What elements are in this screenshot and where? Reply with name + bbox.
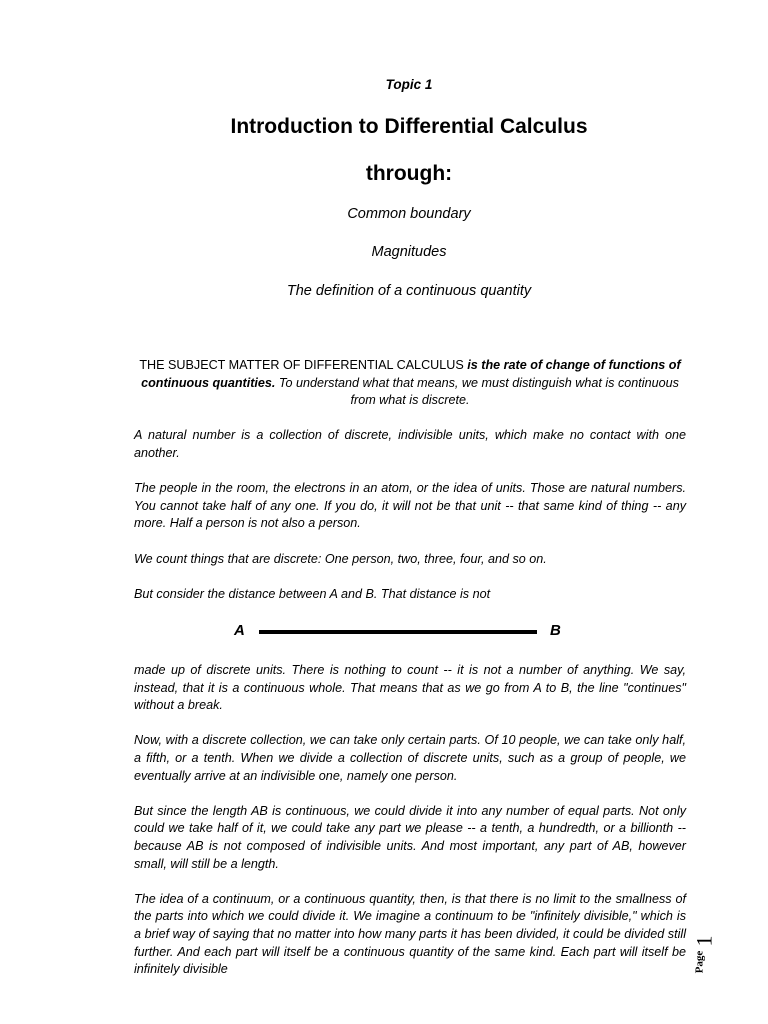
paragraph: A natural number is a collection of discrete, indivisible units, which make no contact with one another. <box>134 428 686 460</box>
page-word: Page <box>693 950 706 974</box>
body-text-lower <box>134 662 686 996</box>
intro-bold-2: continuous quantities. <box>141 375 276 390</box>
line-segment-ab <box>259 630 537 634</box>
page-title: Introduction to Differential Calculus <box>230 115 588 138</box>
paragraph: made up of discrete units. There is nothing to count -- it is not a number of anything. We say, instead, that it is a continuous whole. That means that as we go from A to B, the line "continues" without a break. <box>134 663 686 713</box>
paragraph: We count things that are discrete: One person, two, three, four, and so on. <box>134 551 547 566</box>
line-segment-figure <box>232 622 572 644</box>
subtopic-magnitudes: Magnitudes <box>371 244 447 260</box>
intro-caps: THE SUBJECT MATTER OF DIFFERENTIAL CALCULUS <box>139 358 464 372</box>
page-number-marker <box>691 930 717 978</box>
point-a-label: A <box>234 622 245 639</box>
subtopic-continuous-quantity: The definition of a continuous quantity <box>286 283 532 299</box>
page-title-continued: through: <box>365 162 453 185</box>
point-b-label: B <box>550 622 561 639</box>
paragraph: But consider the distance between A and B. That distance is not <box>134 586 491 601</box>
intro-paragraph <box>134 357 686 410</box>
intro-rest: To understand what that means, we must distinguish what is continuous from what is discrete. <box>275 375 679 408</box>
paragraph: But since the length AB is continuous, we could divide it into any number of equal parts. Not only could we take half of it, we could take any part we please -- a tenth, a hundredth, or a billionth -- because AB is not composed of indivisible units. And most important, any part of AB, however small, will still be a length. <box>134 803 686 871</box>
body-text-upper <box>134 357 686 621</box>
subtopic-common-boundary: Common boundary <box>347 206 471 222</box>
topic-label: Topic 1 <box>385 77 433 92</box>
paragraph: The people in the room, the electrons in an atom, or the idea of units. Those are natural numbers. You cannot take half of any one. If you do, it will not be that unit -- that same kind of thing -- any more. Half a person is not also a person. <box>134 481 686 531</box>
intro-bold-1: is the rate of change of functions of <box>463 358 681 372</box>
paragraph: Now, with a discrete collection, we can take only certain parts. Of 10 people, we can take only half, a fifth, or a tenth. When we divide a collection of discrete units, such as a group of people, we eventually arrive at an indivisible one, namely one person. <box>134 733 686 783</box>
paragraph: The idea of a continuum, or a continuous quantity, then, is that there is no limit to the smallness of the parts into which we could divide it. We imagine a continuum to be "infinitely divisible," which is a brief way of saying that no matter into how many parts it has been divided, it could be divided still further. And each part will itself be a continuous quantity of the same kind. Each part will itself be infinitely divisible <box>134 891 686 977</box>
page-number: 1 <box>691 935 717 947</box>
